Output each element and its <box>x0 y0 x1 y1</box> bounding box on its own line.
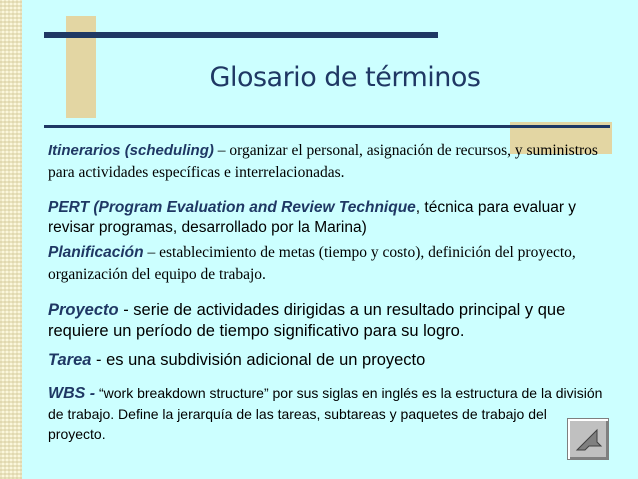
glossary-term: WBS - <box>48 385 96 402</box>
glossary-entry-tarea <box>48 350 608 371</box>
glossary-separator: - <box>118 301 134 319</box>
glossary-term: Itinerarios (scheduling) <box>48 142 214 159</box>
glossary-term: Tarea <box>48 351 92 369</box>
glossary-separator: , <box>415 199 425 216</box>
back-button[interactable] <box>567 418 609 460</box>
glossary-definition: es una subdivisión adicional de un proyecto <box>106 351 426 369</box>
glossary-entry-proyecto <box>48 300 608 342</box>
glossary-separator: – <box>213 142 230 159</box>
glossary-term: Planificación <box>48 244 144 261</box>
glossary-term: PERT (Program Evaluation and Review Technique <box>48 199 416 216</box>
glossary-entry-itinerarios <box>48 140 608 184</box>
glossary-entry-pert <box>48 198 608 238</box>
title-rule-top <box>44 32 438 38</box>
glossary-term: Proyecto <box>48 301 119 319</box>
glossary-definition: establecimiento de metas (tiempo y costo), definición del proyecto, organización del equipo de trabajo. <box>48 244 576 283</box>
glossary-definition: serie de actividades dirigidas a un resultado principal y que requiere un período de tiempo significativo para su logro. <box>48 301 566 340</box>
glossary-definition: técnica para evaluar y revisar programas, desarrollado por la Marina) <box>48 199 577 236</box>
glossary-entry-planificacion <box>48 242 608 286</box>
glossary-definition: organizar el personal, asignación de recursos, y suministros para actividades específicas e interrelacionadas. <box>48 142 598 181</box>
glossary-definition: “work breakdown structure” por sus siglas en inglés es la estructura de la división de trabajo. Define la jerarquía de las tareas, subtareas y paquetes de trabajo del proyecto. <box>48 385 603 442</box>
title-rule-bottom <box>44 125 610 128</box>
slide-title: Glosario de términos <box>209 62 481 93</box>
glossary-separator: - <box>91 351 107 369</box>
glossary-separator: – <box>143 244 160 261</box>
back-arrow-icon <box>573 424 605 456</box>
glossary-entry-wbs <box>48 383 608 444</box>
